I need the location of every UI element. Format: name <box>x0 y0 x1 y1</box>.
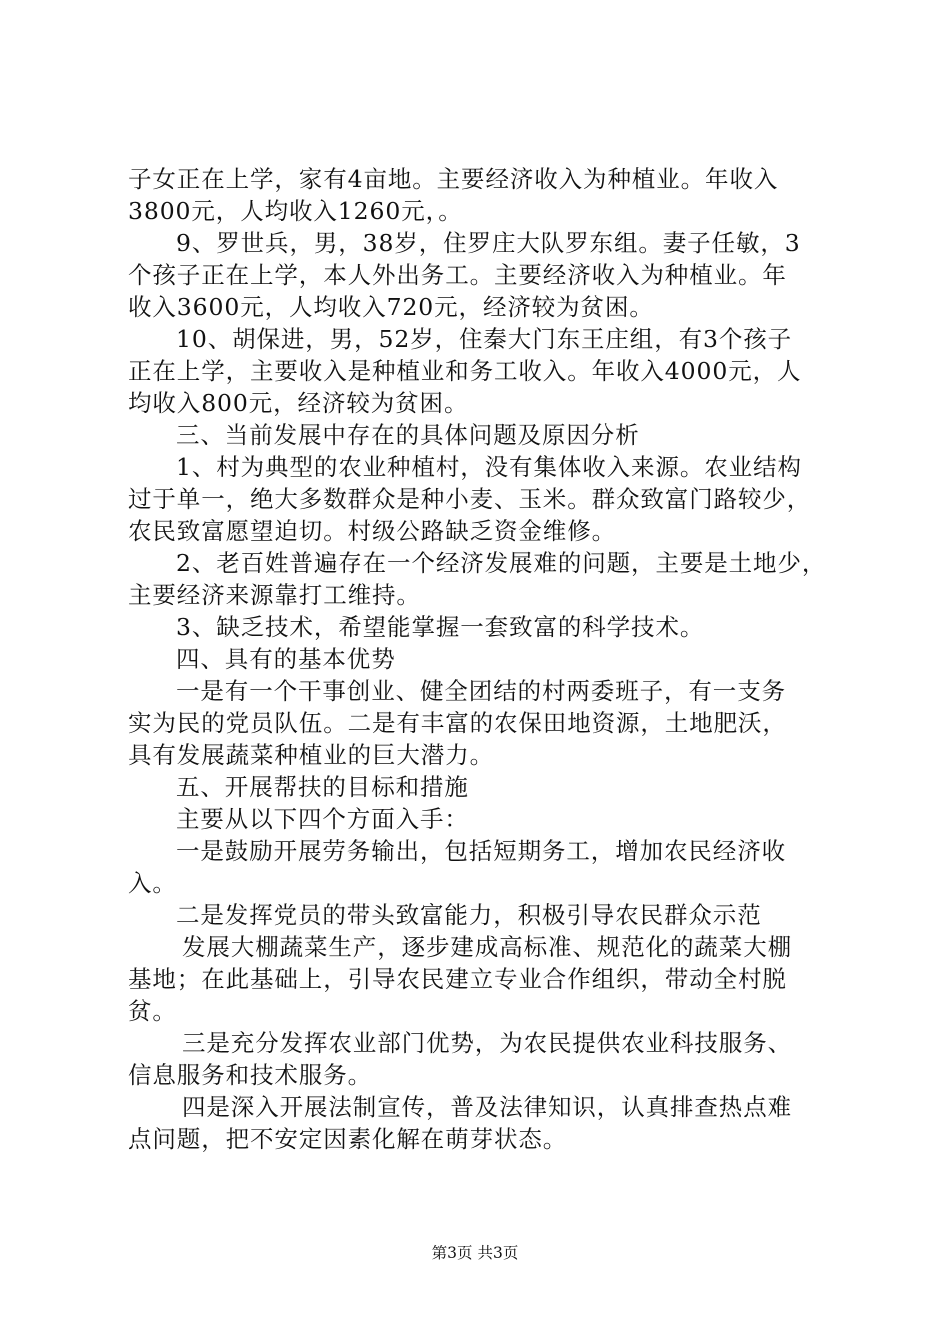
text-line: 贫。 <box>128 997 177 1025</box>
page-footer: 第3页 共3页 <box>431 1244 519 1262</box>
text-line: 发展大棚蔬菜生产，逐步建成高标准、规范化的蔬菜大棚 <box>182 933 792 961</box>
text-line: 信息服务和技术服务。 <box>128 1061 372 1089</box>
text-line: 农民致富愿望迫切。村级公路缺乏资金维修。 <box>128 517 616 545</box>
text-line: 收入3600元，人均收入720元，经济较为贫困。 <box>128 293 654 321</box>
document-body <box>128 163 848 1155</box>
text-line: 基地；在此基础上，引导农民建立专业合作组织，带动全村脱 <box>128 965 787 993</box>
text-line: 主要从以下四个方面入手： <box>176 805 469 833</box>
text-line: 10、胡保进，男，52岁，住秦大门东王庄组，有3个孩子 <box>176 325 793 353</box>
text-line: 一是鼓励开展劳务输出，包括短期务工，增加农民经济收 <box>176 837 786 865</box>
text-line: 1、村为典型的农业种植村，没有集体收入来源。农业结构 <box>176 453 802 481</box>
text-line: 五、开展帮扶的目标和措施 <box>176 773 469 801</box>
text-line: 主要经济来源靠打工维持。 <box>128 581 421 609</box>
text-line: 2、老百姓普遍存在一个经济发展难的问题，主要是土地少， <box>176 549 827 577</box>
text-line: 三、当前发展中存在的具体问题及原因分析 <box>176 421 640 449</box>
text-line: 过于单一，绝大多数群众是种小麦、玉米。群众致富门路较少， <box>128 485 812 513</box>
text-line: 个孩子正在上学，本人外出务工。主要经济收入为种植业。年 <box>128 261 787 289</box>
text-line: 3、缺乏技术，希望能掌握一套致富的科学技术。 <box>176 613 705 641</box>
text-line: 一是有一个干事创业、健全团结的村两委班子，有一支务 <box>176 677 786 705</box>
text-line: 入。 <box>128 869 177 897</box>
text-line: 3800元，人均收入1260元，。 <box>128 197 463 225</box>
text-line: 均收入800元，经济较为贫困。 <box>128 389 469 417</box>
text-line: 正在上学，主要收入是种植业和务工收入。年收入4000元，人 <box>128 357 802 385</box>
text-line: 四、具有的基本优势 <box>176 645 396 673</box>
text-line: 子女正在上学，家有4亩地。主要经济收入为种植业。年收入 <box>128 165 779 193</box>
text-line: 9、罗世兵，男，38岁，住罗庄大队罗东组。妻子任敏，3 <box>176 229 801 257</box>
text-line: 实为民的党员队伍。二是有丰富的农保田地资源，土地肥沃， <box>128 709 787 737</box>
text-line: 具有发展蔬菜种植业的巨大潜力。 <box>128 741 494 769</box>
text-line: 四是深入开展法制宣传，普及法律知识，认真排查热点难 <box>182 1093 792 1121</box>
text-line: 点问题，把不安定因素化解在萌芽状态。 <box>128 1125 568 1153</box>
text-line: 二是发挥党员的带头致富能力，积极引导农民群众示范 <box>176 901 762 929</box>
text-line: 三是充分发挥农业部门优势，为农民提供农业科技服务、 <box>182 1029 792 1057</box>
